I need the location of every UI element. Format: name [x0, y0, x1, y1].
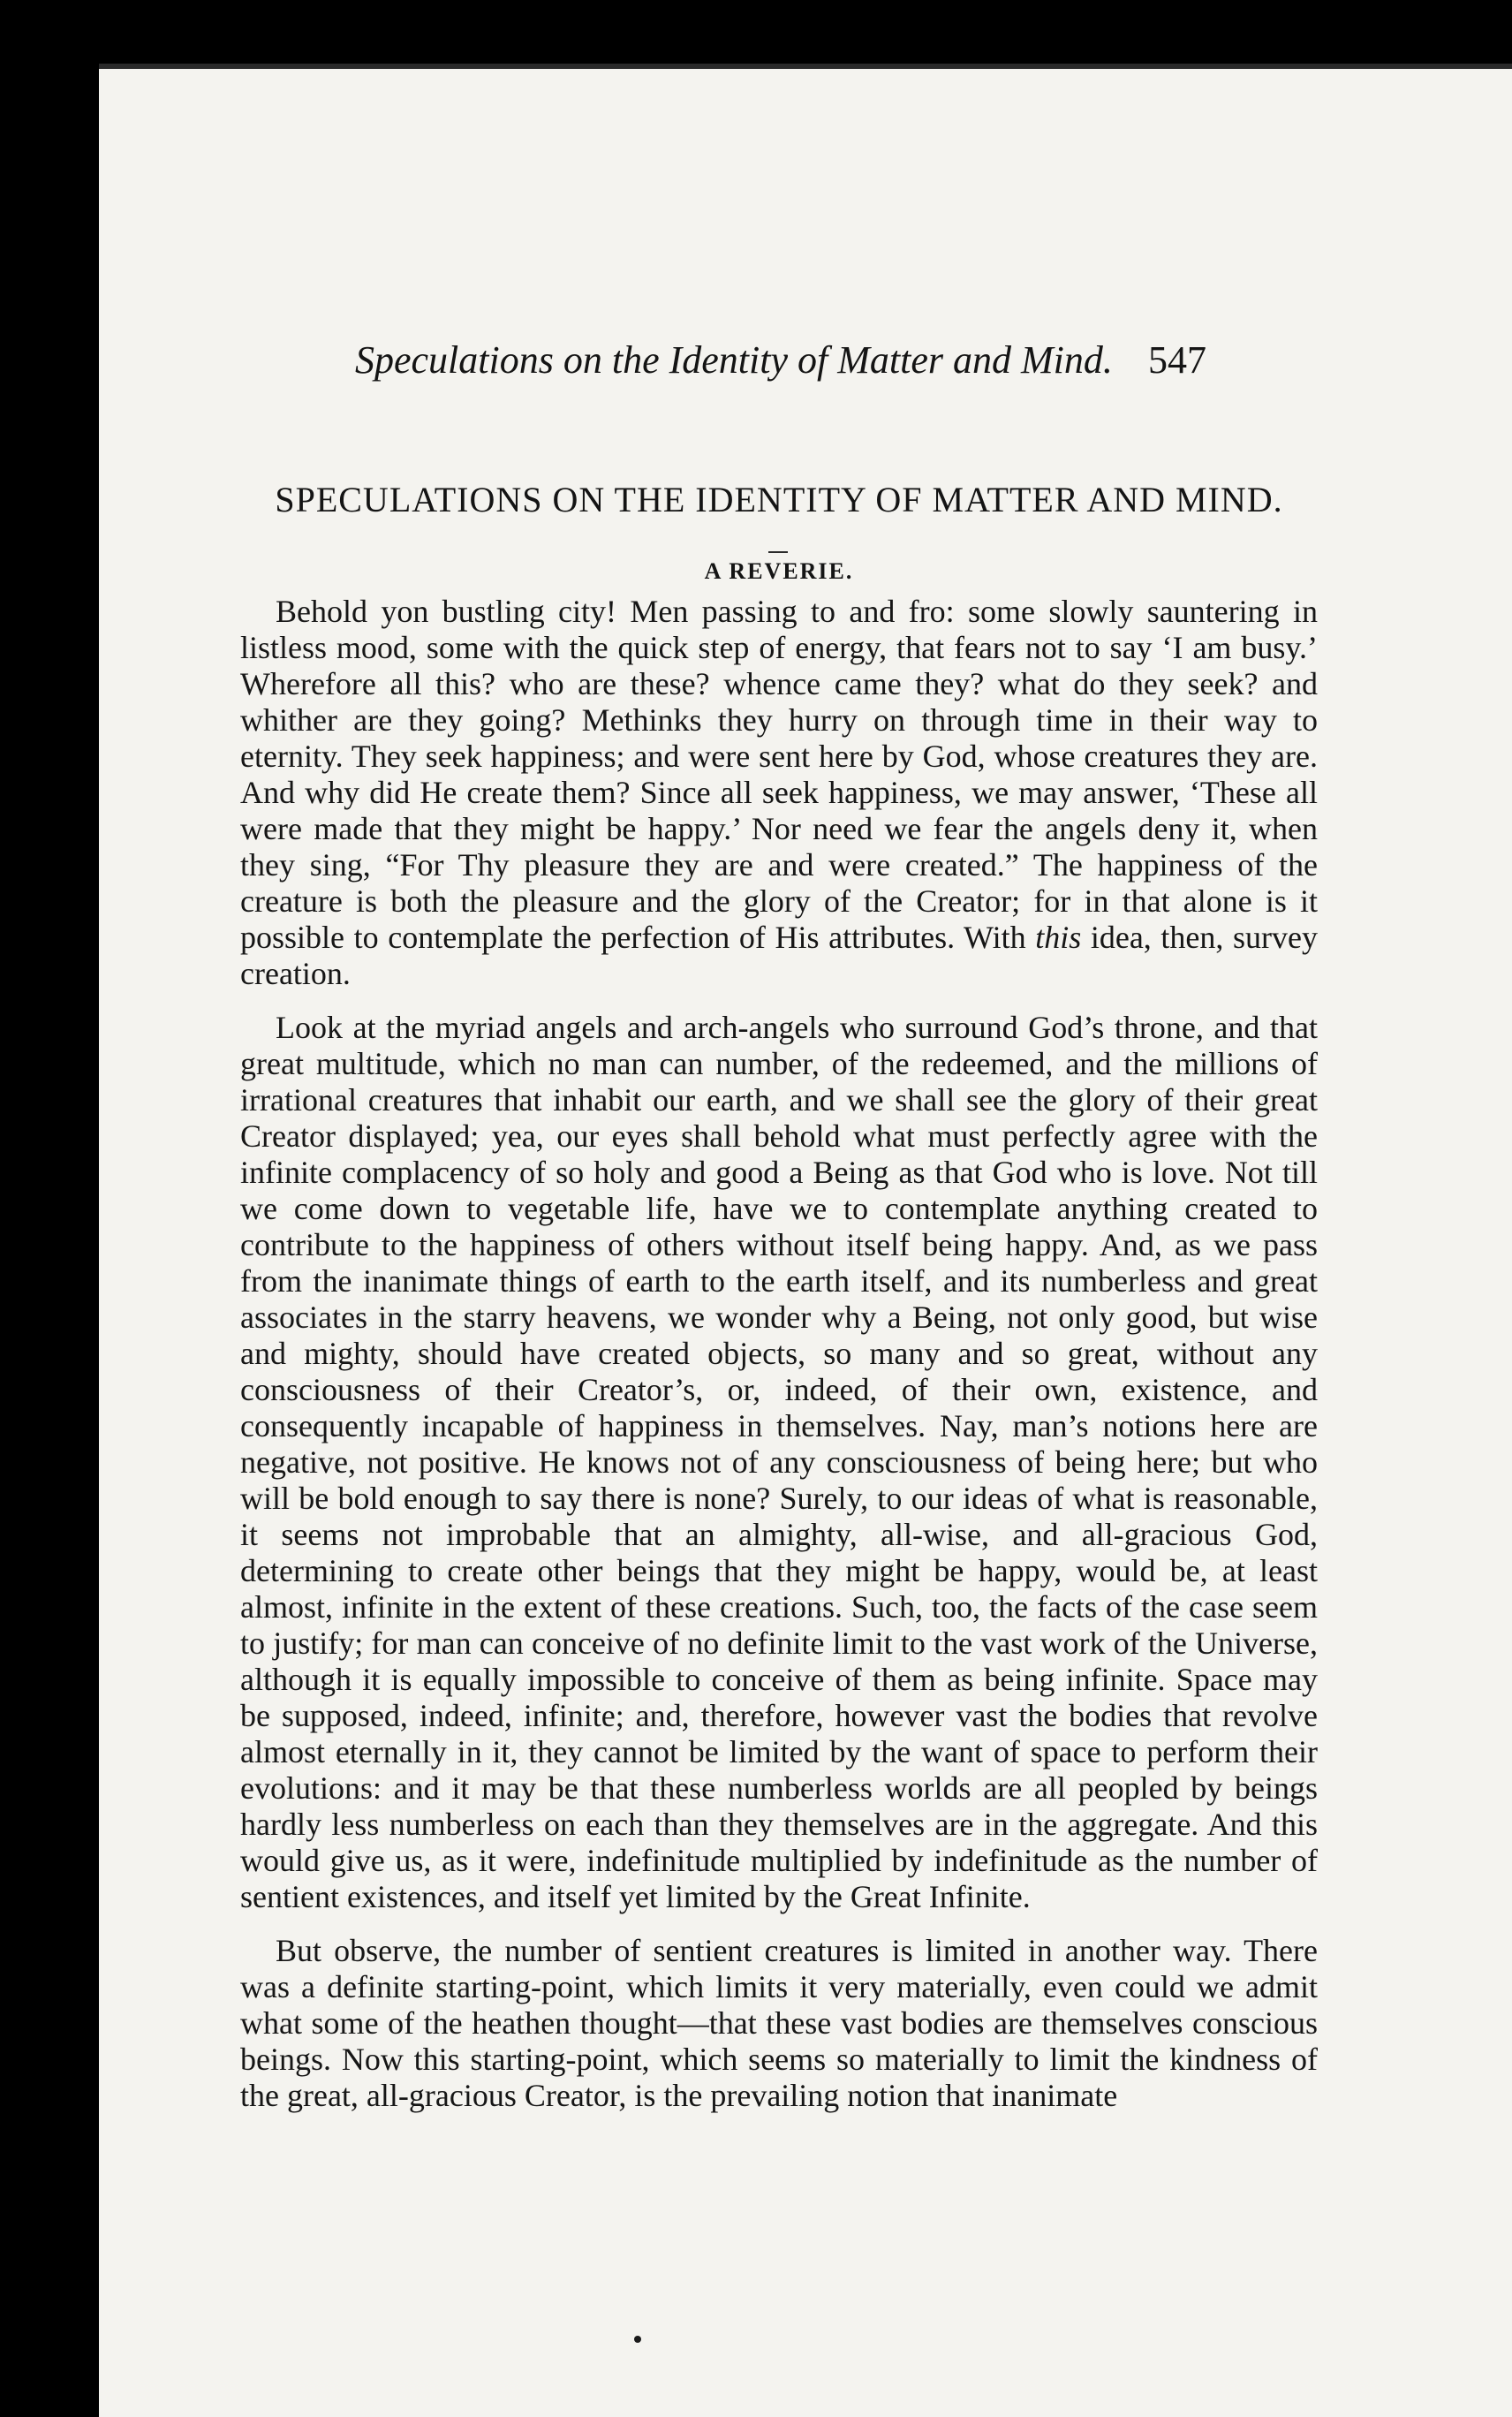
running-header-title: Speculations on the Identity of Matter and Mind. [355, 338, 1113, 382]
article-subtitle: A REVERIE. [704, 558, 854, 584]
page-number: 547 [1148, 338, 1206, 382]
article-body [240, 594, 1318, 2132]
paragraph-1 [240, 594, 1318, 992]
scanned-page [99, 64, 1512, 2417]
page-top-edge [99, 64, 1512, 69]
paragraph-2-text: Look at the myriad angels and arch-angels who surround God’s throne, and that great multitude, which no man can number, of the redeemed, and the millions of irrational creatures that inhabit our earth, and we shall see the glory of their great Creator displayed; yea, our eyes shall behold what must perfectly agree with the infinite complacency of so holy and good a Being as that God who is love. Not till we come down to vegetable life, have we to contemplate anything created to contribute to the happiness of others without itself being happy. And, as we pass from the inanimate things of earth to the earth itself, and its numberless and great associates in the starry heavens, we wonder why a Being, not only good, but wise and mighty, should have created objects, so many and so great, without any consciousness of their Creator’s, or, indeed, of their own, existence, and consequently incapable of happiness in themselves. Nay, man’s notions here are negative, not positive. He knows not of any consciousness of being here; but who will be bold enough to say there is none? Surely, to our ideas of what is reasonable, it seems not improbable that an almighty, all-wise, and all-gracious God, determining to create other beings that they might be happy, would be, at least almost, infinite in the extent of these creations. Such, too, the facts of the case seem to justify; for man can conceive of no definite limit to the vast work of the Universe, although it is equally impossible to conceive of them as being infinite. Space may be supposed, indeed, infinite; and, therefore, however vast the bodies that revolve almost eternally in it, they cannot be limited by the want of space to perform their evolutions: and it may be that these numberless worlds are all peopled by beings hardly less numberless on each than they themselves are in the aggregate. And this would give us, as it were, indefinitude multiplied by indefinitude as the number of sentient existences, and itself yet limited by the Great Infinite. [240, 1010, 1318, 1914]
paragraph-1-text: Behold yon bustling city! Men passing to and fro: some slowly sauntering in listless mood, some with the quick step of energy, that fears not to say ‘I am busy.’ Wherefore all this? who are these? whence came they? what do they seek? and whither are they going? Methinks they hurry on through time in their way to eternity. They seek happiness; and were sent here by God, whose creatures they are. And why did He create them? Since all seek happiness, we may answer, ‘These all were made that they might be happy.’ Nor need we fear the angels deny it, when they sing, “For Thy pleasure they are and were created.” The happiness of the creature is both the pleasure and the glory of the Creator; for in that alone is it possible to contemplate the perfection of His attributes. With [240, 594, 1318, 955]
paragraph-3-text: But observe, the number of sentient creatures is limited in another way. There was a definite starting-point, which limits it very materially, even could we admit what some of the heathen thought—that these vast bodies are themselves conscious beings. Now this starting-point, which seems so materially to limit the kindness of the great, all-gracious Creator, is the prevailing notion that inanimate [240, 1933, 1318, 2113]
article-title: SPECULATIONS ON THE IDENTITY OF MATTER AND MIND. [275, 480, 1283, 519]
paragraph-1-emphasis: this [1035, 920, 1082, 955]
page-mark-dot [634, 2336, 641, 2343]
subtitle-divider [768, 551, 788, 553]
paragraph-3 [240, 1933, 1318, 2114]
paragraph-2 [240, 1010, 1318, 1915]
paragraph-1-text-end: idea, then, survey creation. [240, 920, 1318, 991]
